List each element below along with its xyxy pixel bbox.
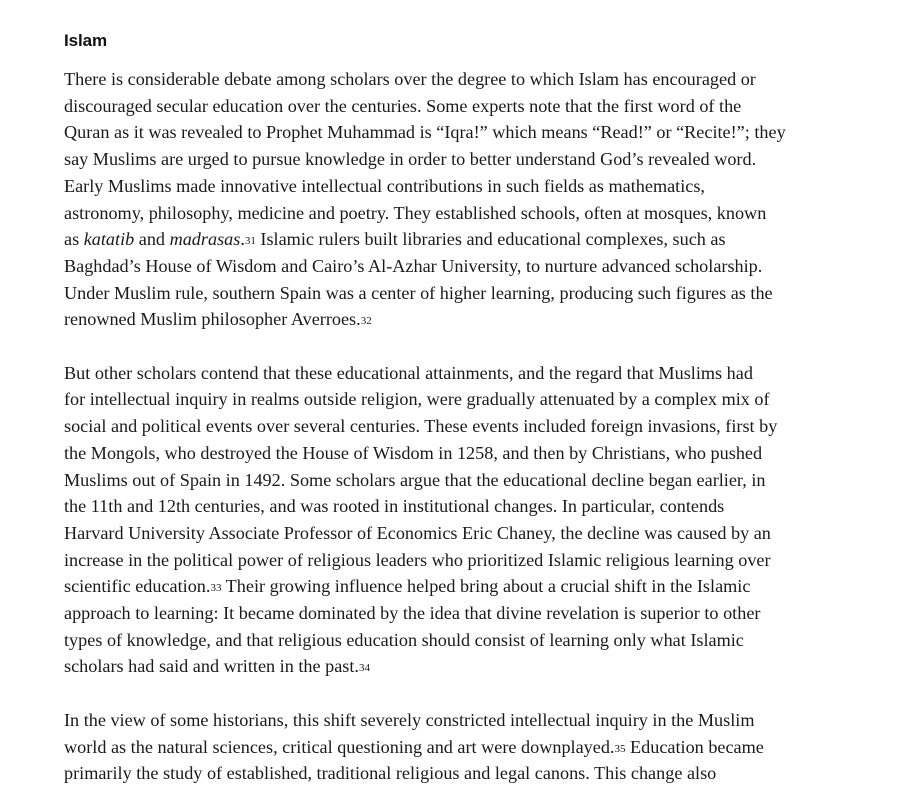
footnote-reference[interactable]: 35 <box>614 742 626 755</box>
italic-term: madrasas <box>169 229 241 250</box>
paragraph-line: Muslims out of Spain in 1492. Some scholars argue that the educational decline began earlier, in <box>64 469 766 490</box>
paragraph-line: types of knowledge, and that religious education should consist of learning only what Islamic <box>64 629 744 650</box>
paragraph-line: approach to learning: It became dominated by the idea that divine revelation is superior to other <box>64 603 761 624</box>
paragraph-line: for intellectual inquiry in realms outside religion, were gradually attenuated by a complex mix of <box>64 389 770 410</box>
paragraph-line: world as the natural sciences, critical questioning and art were downplayed.$^{35}$ Education became <box>64 736 764 757</box>
paragraph-line: There is considerable debate among scholars over the degree to which Islam has encouraged or <box>64 69 756 89</box>
paragraph-line: discouraged secular education over the centuries. Some experts note that the first word of the <box>64 95 742 116</box>
paragraph-line: Early Muslims made innovative intellectual contributions in such fields as mathematics, <box>64 175 705 196</box>
body-paragraph <box>64 66 860 333</box>
paragraph-line: Harvard University Associate Professor of Economics Eric Chaney, the decline was caused by an <box>64 522 771 543</box>
paragraph-line: Under Muslim rule, southern Spain was a center of higher learning, producing such figures as the <box>64 282 773 303</box>
paragraphs-container <box>64 66 860 787</box>
paragraph-line: Quran as it was revealed to Prophet Muhammad is “Iqra!” which means “Read!” or “Recite!”; they <box>64 122 786 143</box>
paragraph-line: renowned Muslim philosopher Averroes.$^{32}$ <box>64 309 372 330</box>
article-body <box>64 28 860 787</box>
paragraph-line: astronomy, philosophy, medicine and poetry. They established schools, often at mosques, known <box>64 202 767 223</box>
footnote-reference[interactable]: 31 <box>244 235 256 248</box>
italic-term: katatib <box>83 229 135 250</box>
footnote-reference[interactable]: 34 <box>358 662 370 675</box>
paragraph-line: scholars had said and written in the past.$^{34}$ <box>64 656 370 677</box>
paragraph-line: the 11th and 12th centuries, and was rooted in institutional changes. In particular, contends <box>64 496 725 517</box>
paragraph-line: But other scholars contend that these educational attainments, and the regard that Muslims had <box>64 362 753 383</box>
paragraph-line: social and political events over several centuries. These events included foreign invasions, first by <box>64 416 778 437</box>
paragraph-line: as katatib and madrasas.$^{31}$ Islamic rulers built libraries and educational complexes, such as <box>64 229 726 250</box>
footnote-reference[interactable]: 32 <box>360 315 372 328</box>
paragraph-line: primarily the study of established, traditional religious and legal canons. This change also <box>64 763 717 784</box>
paragraph-line: In the view of some historians, this shift severely constricted intellectual inquiry in the Muslim <box>64 709 755 730</box>
footnote-reference[interactable]: 33 <box>210 582 222 595</box>
paragraph-line: say Muslims are urged to pursue knowledge in order to better understand God’s revealed word. <box>64 149 757 170</box>
body-paragraph <box>64 360 860 680</box>
paragraph-line: increase in the political power of religious leaders who prioritized Islamic religious learning over <box>64 549 771 570</box>
paragraph-line: scientific education.$^{33}$ Their growing influence helped bring about a crucial shift in the Islamic <box>64 576 751 597</box>
section-heading: Islam <box>64 31 107 50</box>
body-paragraph <box>64 707 860 787</box>
paragraph-line: the Mongols, who destroyed the House of Wisdom in 1258, and then by Christians, who pushed <box>64 442 763 463</box>
paragraph-line: Baghdad’s House of Wisdom and Cairo’s Al-Azhar University, to nurture advanced scholarship. <box>64 255 763 276</box>
